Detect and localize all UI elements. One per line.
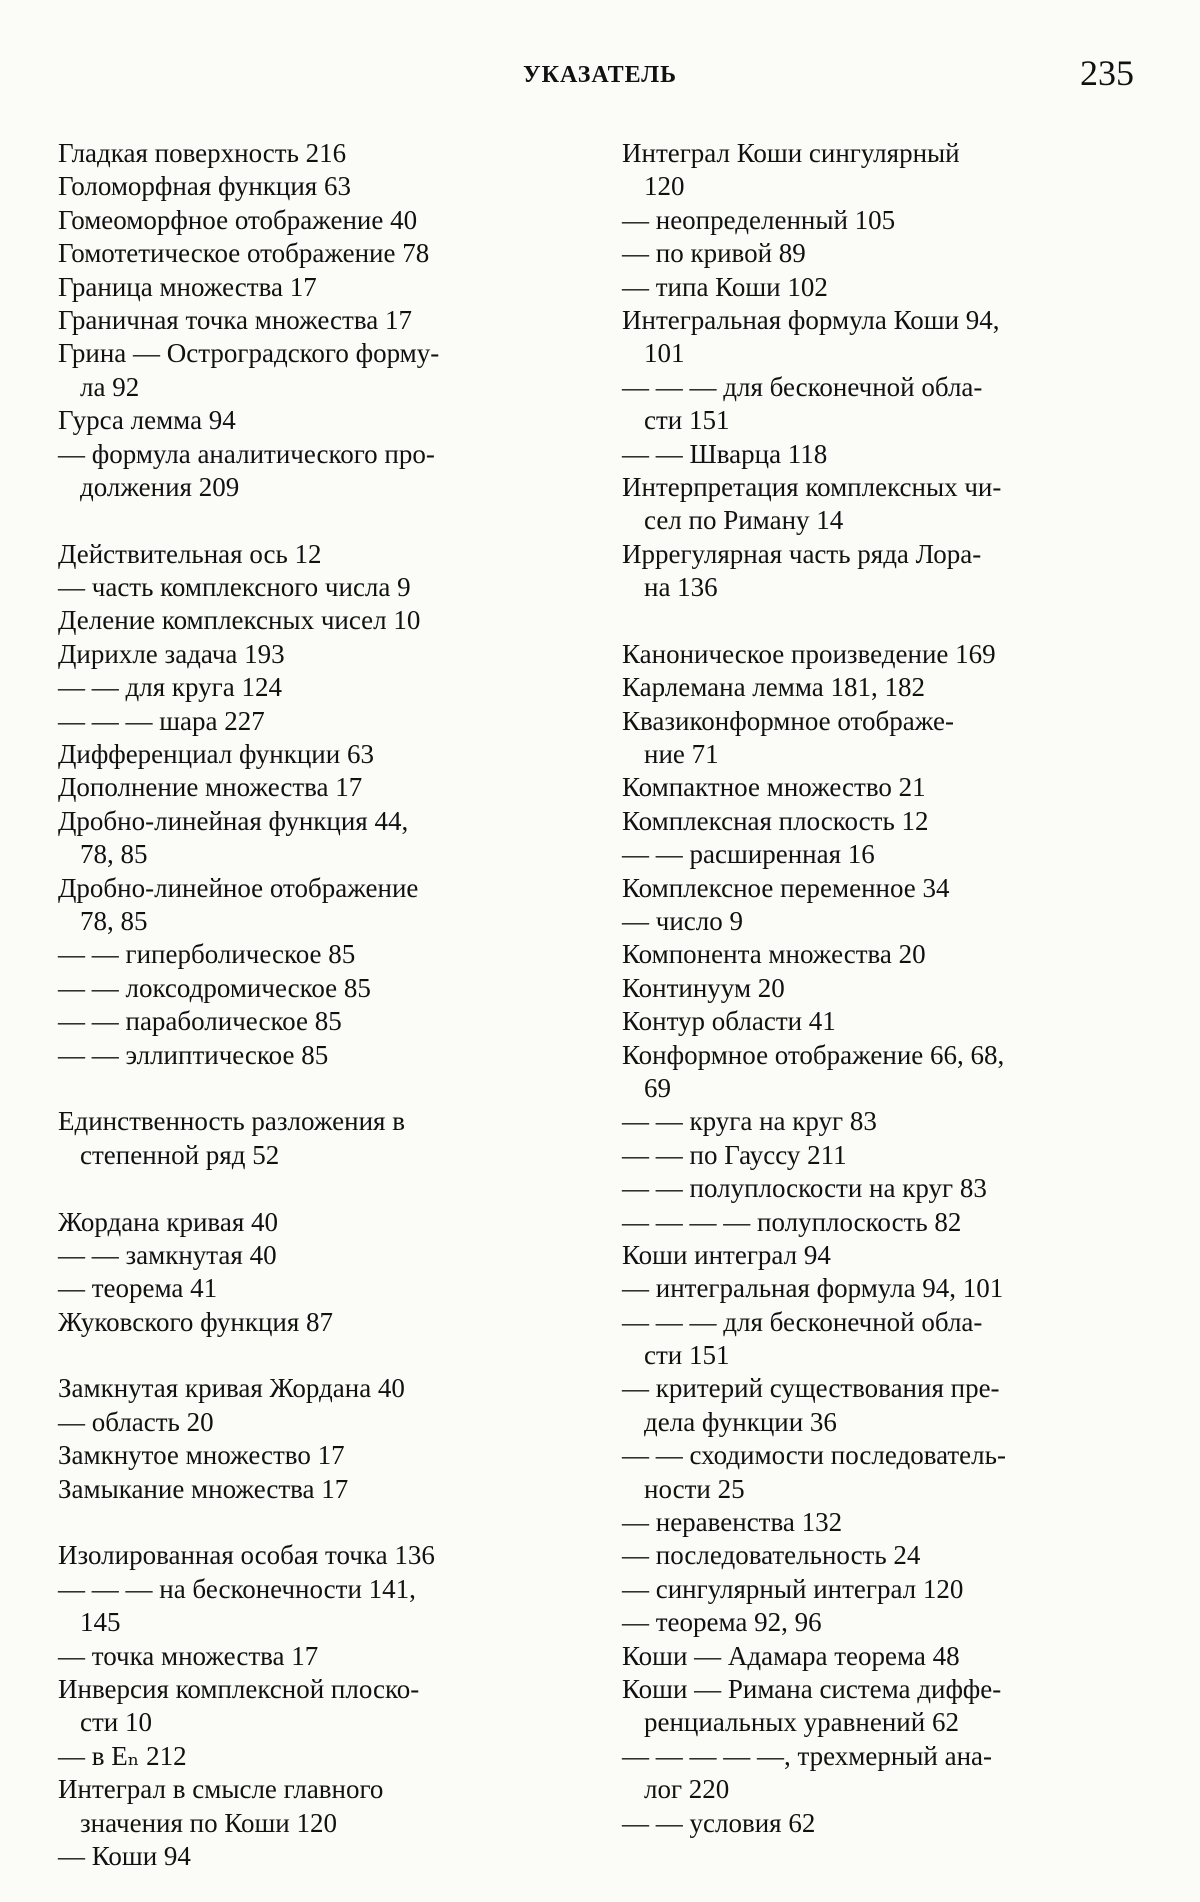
running-header-title: УКАЗАТЕЛЬ <box>522 62 678 88</box>
section-gap <box>622 604 1134 637</box>
index-entry: Компонента множества 20 <box>622 939 926 970</box>
index-entry: — типа Коши 102 <box>622 271 828 302</box>
index-entry-continuation: 145 <box>80 1607 121 1638</box>
index-entry: Дробно-линейная функция 44, <box>58 805 409 836</box>
index-entry: — — гиперболическое 85 <box>58 939 356 970</box>
index-entry: — неопределенный 105 <box>622 204 896 235</box>
index-entry: — неравенства 132 <box>622 1507 843 1538</box>
index-entry-continuation: 78, 85 <box>80 905 148 936</box>
index-entry-continuation: сти 151 <box>644 1340 730 1371</box>
index-entry: Действительная ось 12 <box>58 538 322 569</box>
index-entry-continuation: ла 92 <box>80 371 140 402</box>
index-entry: — — — для бесконечной обла- <box>622 1306 983 1337</box>
index-entry: Гладкая поверхность 216 <box>58 138 347 168</box>
index-entry: Гомеоморфное отображение 40 <box>58 204 418 235</box>
index-entry: — по кривой 89 <box>622 238 806 269</box>
index-entry: — область 20 <box>58 1406 214 1437</box>
index-entry: — — полуплоскости на круг 83 <box>622 1173 987 1204</box>
index-entry-continuation: 101 <box>644 338 685 369</box>
section-gap <box>58 1072 574 1105</box>
index-entry: — — — — —, трехмерный ана- <box>622 1740 993 1771</box>
index-entry: — сингулярный интеграл 120 <box>622 1573 964 1604</box>
index-entry-continuation: лог 220 <box>644 1774 730 1805</box>
index-entry: Жуковского функция 87 <box>58 1306 334 1337</box>
section-gap <box>58 1172 574 1205</box>
index-entry: — — сходимости последователь- <box>622 1440 1006 1471</box>
index-entry: — интегральная формула 94, 101 <box>622 1273 1004 1304</box>
index-entry-continuation: значения по Коши 120 <box>80 1807 338 1838</box>
index-entry: — — эллиптическое 85 <box>58 1039 329 1070</box>
index-entry: Замкнутая кривая Жордана 40 <box>58 1373 405 1404</box>
index-entry-continuation: должения 209 <box>80 471 240 502</box>
index-entry: — — — — полуплоскость 82 <box>622 1206 962 1237</box>
index-entry: — — — на бесконечности 141, <box>58 1573 416 1604</box>
index-entry: — — Шварца 118 <box>622 438 828 469</box>
page-number: 235 <box>1080 53 1134 93</box>
index-entry-continuation: на 136 <box>644 572 718 603</box>
index-column-right <box>622 137 1134 1840</box>
index-entry: Замыкание множества 17 <box>58 1473 349 1504</box>
section-gap <box>58 1506 574 1539</box>
index-entry: — — — для бесконечной обла- <box>622 371 983 402</box>
index-entry: Квазиконформное отображе- <box>622 705 954 736</box>
index-entry: — теорема 92, 96 <box>622 1607 822 1638</box>
index-entry: Дробно-линейное отображение <box>58 872 419 903</box>
index-entry: — — — шара 227 <box>58 705 265 736</box>
index-entry: — — круга на круг 83 <box>622 1106 877 1137</box>
index-entry: Контур области 41 <box>622 1006 836 1037</box>
index-entry-continuation: степенной ряд 52 <box>80 1139 280 1170</box>
index-entry: Континуум 20 <box>622 972 785 1003</box>
index-entry-continuation: ние 71 <box>644 739 719 770</box>
index-entry: Замкнутое множество 17 <box>58 1440 345 1471</box>
index-entry: Гурса лемма 94 <box>58 405 236 436</box>
index-entry: Карлемана лемма 181, 182 <box>622 672 925 703</box>
index-entry: Компактное множество 21 <box>622 772 926 803</box>
index-entry-continuation: ренциальных уравнений 62 <box>644 1707 959 1738</box>
index-entry: — критерий существования пре- <box>622 1373 1000 1404</box>
index-entry: Коши — Адамара теорема 48 <box>622 1640 960 1671</box>
index-entry: — формула аналитического про- <box>58 438 435 469</box>
index-entry: Изолированная особая точка 136 <box>58 1540 435 1571</box>
index-entry: Гомотетическое отображение 78 <box>58 238 430 269</box>
index-entry: Интерпретация комплексных чи- <box>622 471 1002 502</box>
index-entry-continuation: 78, 85 <box>80 839 148 870</box>
index-entry: — Коши 94 <box>58 1840 191 1871</box>
index-entry: Иррегулярная часть ряда Лора- <box>622 538 982 569</box>
index-entry-continuation: 69 <box>644 1072 671 1103</box>
index-entry: — часть комплексного числа 9 <box>58 572 411 603</box>
index-entry: — в Eₙ 212 <box>58 1740 187 1771</box>
index-entry: Интегральная формула Коши 94, <box>622 304 1000 335</box>
index-entry-continuation: 120 <box>644 171 685 202</box>
index-entry: Жордана кривая 40 <box>58 1206 278 1237</box>
index-entry: Единственность разложения в <box>58 1106 405 1137</box>
index-entry: Интеграл Коши сингулярный <box>622 138 960 168</box>
index-entry: — — параболическое 85 <box>58 1006 342 1037</box>
section-gap <box>58 1339 574 1372</box>
index-entry: Граница множества 17 <box>58 271 317 302</box>
index-entry-continuation: ности 25 <box>644 1473 745 1504</box>
index-entry: Дифференциал функции 63 <box>58 739 374 770</box>
index-entry-continuation: сел по Риману 14 <box>644 505 844 536</box>
index-entry: — — по Гауссу 211 <box>622 1139 847 1170</box>
index-entry: — число 9 <box>622 905 743 936</box>
index-entry: — точка множества 17 <box>58 1640 319 1671</box>
index-entry: Инверсия комплексной плоско- <box>58 1673 420 1704</box>
index-entry: Голоморфная функция 63 <box>58 171 351 202</box>
index-entry: — теорема 41 <box>58 1273 218 1304</box>
index-entry: Коши интеграл 94 <box>622 1239 831 1270</box>
index-entry: Дирихле задача 193 <box>58 638 285 669</box>
index-column-left <box>58 137 574 1873</box>
index-entry: Интеграл в смысле главного <box>58 1774 384 1805</box>
index-entry: Коши — Римана система диффе- <box>622 1673 1002 1704</box>
index-entry: — — условия 62 <box>622 1807 816 1838</box>
index-entry: Дополнение множества 17 <box>58 772 363 803</box>
section-gap <box>58 504 574 537</box>
index-entry: Граничная точка множества 17 <box>58 304 412 335</box>
index-entry: Комплексное переменное 34 <box>622 872 950 903</box>
index-entry: Комплексная плоскость 12 <box>622 805 929 836</box>
index-entry-continuation: дела функции 36 <box>644 1406 837 1437</box>
index-entry: — — локсодромическое 85 <box>58 972 371 1003</box>
index-entry: — — для круга 124 <box>58 672 282 703</box>
index-entry: — — расширенная 16 <box>622 839 875 870</box>
index-entry: Деление комплексных чисел 10 <box>58 605 421 636</box>
index-entry-continuation: сти 10 <box>80 1707 152 1738</box>
index-entry: Конформное отображение 66, 68, <box>622 1039 1005 1070</box>
index-entry: Каноническое произведение 169 <box>622 638 996 669</box>
index-entry: Грина — Остроградского форму- <box>58 338 440 369</box>
index-entry: — последовательность 24 <box>622 1540 921 1571</box>
index-entry-continuation: сти 151 <box>644 405 730 436</box>
index-entry: — — замкнутая 40 <box>58 1239 277 1270</box>
